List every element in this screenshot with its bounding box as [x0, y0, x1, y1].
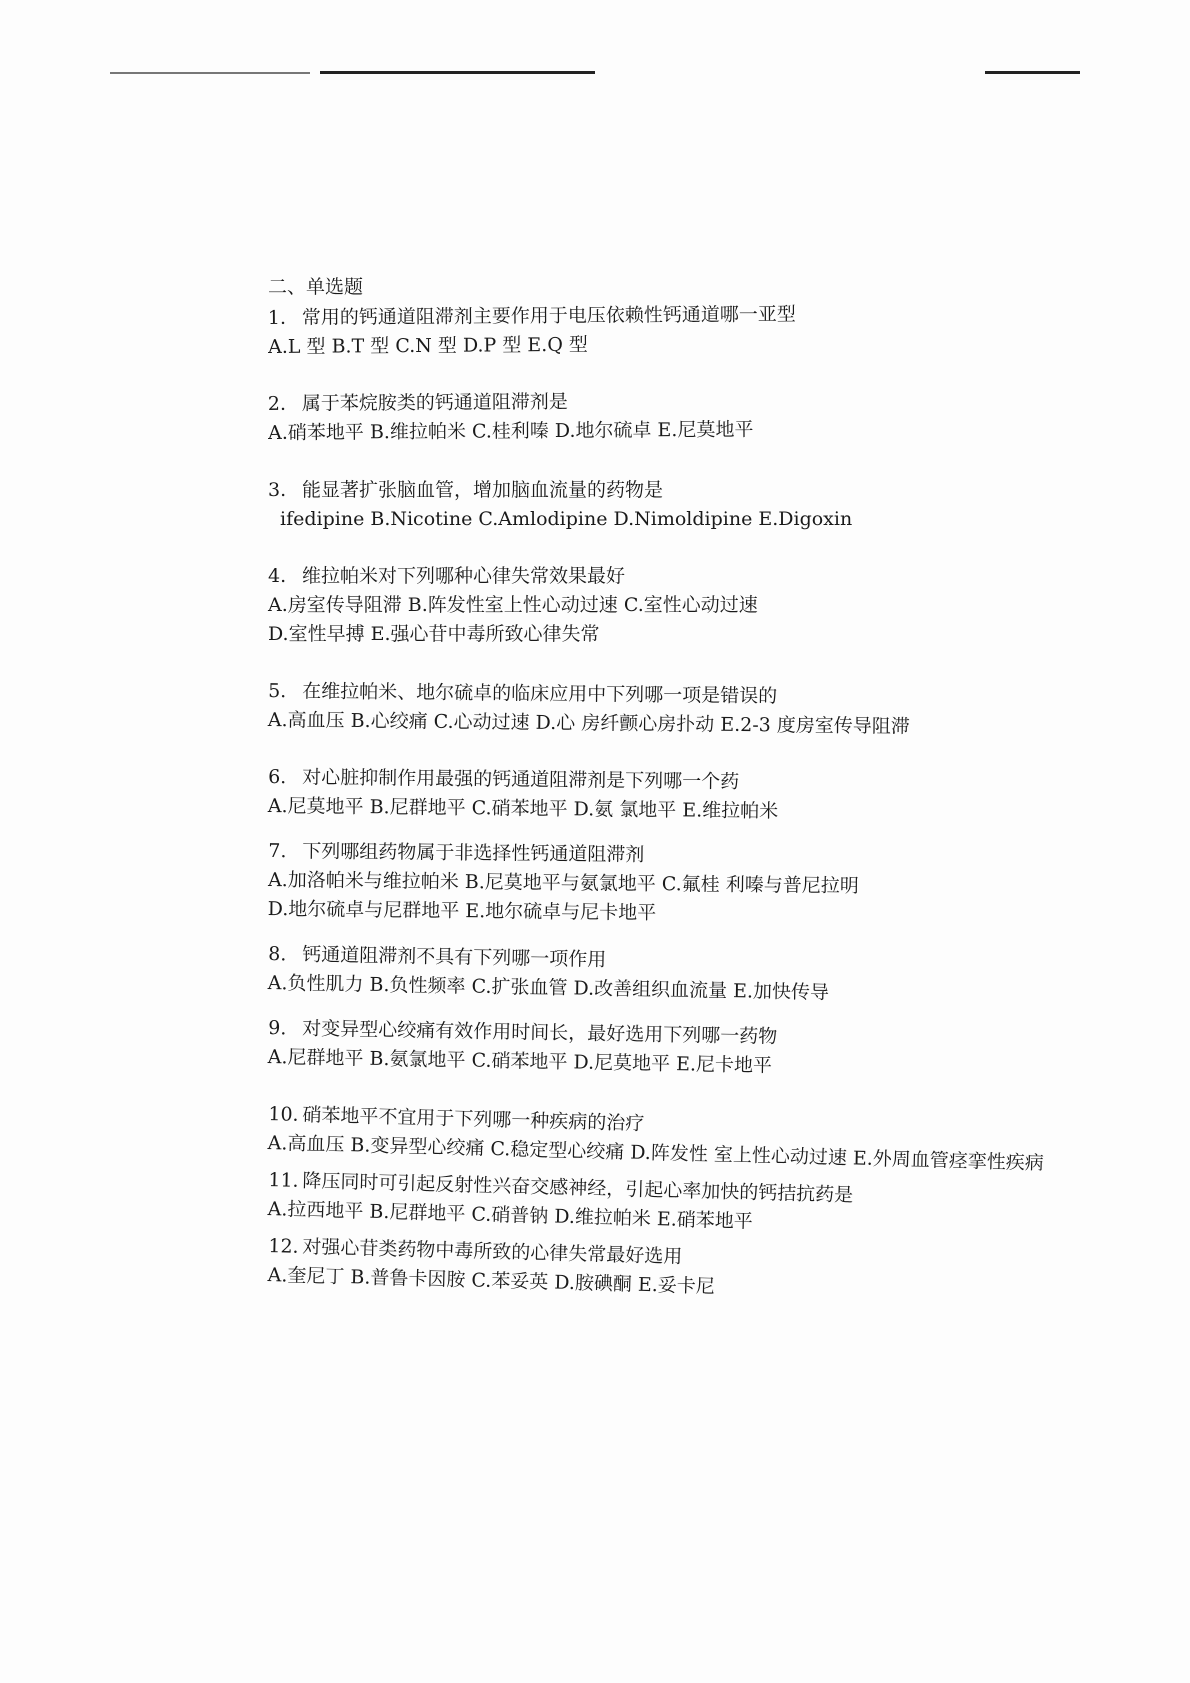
question-options: A.拉西地平 B.尼群地平 C.硝普钠 D.维拉帕米 E.硝苯地平	[267, 1197, 754, 1233]
question-options: A.房室传导阻滞 B.阵发性室上性心动过速 C.室性心动过速	[268, 594, 758, 616]
section-title: 二、单选题	[268, 276, 364, 298]
question-options: D.室性早搏 E.强心苷中毒所致心律失常	[268, 623, 600, 645]
question-stem: 对心脏抑制作用最强的钙通道阻滞剂是下列哪一个药	[302, 766, 740, 793]
question-2	[268, 384, 1068, 448]
question-number: 4.	[268, 565, 287, 587]
question-number: 2.	[267, 392, 287, 416]
question-stem: 常用的钙通道阻滞剂主要作用于电压依赖性钙通道哪一亚型	[301, 303, 796, 329]
question-8	[267, 940, 1068, 1012]
question-1	[268, 298, 1068, 362]
question-options: A.硝苯地平 B.维拉帕米 C.桂利嗪 D.地尔硫卓 E.尼莫地平	[268, 418, 754, 444]
top-rule-right	[985, 71, 1080, 74]
question-number: 9.	[268, 1017, 287, 1040]
question-number: 6.	[268, 766, 287, 789]
question-number: 8.	[268, 943, 287, 966]
question-number: 11.	[268, 1169, 299, 1192]
question-options: A.尼莫地平 B.尼群地平 C.硝苯地平 D.氨 氯地平 E.维拉帕米	[267, 794, 779, 823]
question-stem: 属于苯烷胺类的钙通道阻滞剂是	[301, 390, 568, 415]
question-options: A.加洛帕米与维拉帕米 B.尼莫地平与氨氯地平 C.氟桂 利嗪与普尼拉明	[267, 869, 859, 898]
question-number: 12.	[268, 1235, 299, 1258]
question-options: A.奎尼丁 B.普鲁卡因胺 C.苯妥英 D.胺碘酮 E.妥卡尼	[267, 1263, 716, 1298]
question-options: D.地尔硫卓与尼群地平 E.地尔硫卓与尼卡地平	[267, 897, 657, 925]
question-stem: 在维拉帕米、地尔硫卓的临床应用中下列哪一项是错误的	[302, 680, 778, 708]
question-number: 7.	[268, 840, 287, 863]
question-stem: 降压同时可引起反射性兴奋交感神经，引起心率加快的钙拮抗药是	[302, 1169, 854, 1207]
question-5	[268, 677, 1069, 743]
question-stem: 对变异型心绞痛有效作用时间长，最好选用下列哪一药物	[302, 1017, 778, 1048]
question-11	[267, 1166, 1068, 1245]
question-stem: 能显著扩张脑血管，增加脑血流量的药物是	[302, 479, 664, 501]
question-stem: 维拉帕米对下列哪种心律失常效果最好	[302, 565, 626, 587]
question-options: A.L 型 B.T 型 C.N 型 D.P 型 E.Q 型	[268, 333, 588, 358]
question-stem: 硝苯地平不宜用于下列哪一种疾病的治疗	[302, 1103, 645, 1135]
question-10	[267, 1100, 1068, 1179]
top-rule-middle	[320, 71, 595, 74]
question-6	[268, 763, 1069, 829]
question-stem: 钙通道阻滞剂不具有下列哪一项作用	[302, 943, 607, 971]
question-number: 1.	[267, 306, 287, 330]
question-9	[267, 1014, 1068, 1086]
question-3	[268, 476, 1068, 534]
question-number: 10.	[268, 1103, 299, 1126]
top-rule-left	[110, 72, 310, 74]
question-options: A.高血压 B.变异型心绞痛 C.稳定型心绞痛 D.阵发性 室上性心动过速 E.外周血管痉挛性疾病	[267, 1131, 1045, 1175]
question-options: A.高血压 B.心绞痛 C.心动过速 D.心 房纤颤心房扑动 E.2-3 度房室传导阻滞	[267, 708, 910, 738]
question-7	[268, 837, 1069, 932]
question-stem: 对强心苷类药物中毒所致的心律失常最好选用	[302, 1235, 683, 1268]
question-options: A.负性肌力 B.负性频率 C.扩张血管 D.改善组织血流量 E.加快传导	[267, 971, 830, 1004]
question-list	[268, 274, 1068, 1318]
question-12	[267, 1232, 1068, 1311]
question-stem: 下列哪组药物属于非选择性钙通道阻滞剂	[302, 840, 645, 866]
question-number: 5.	[268, 680, 287, 703]
question-number: 3.	[268, 479, 287, 501]
question-options: A.尼群地平 B.氨氯地平 C.硝苯地平 D.尼莫地平 E.尼卡地平	[267, 1045, 773, 1077]
question-4	[268, 562, 1068, 649]
question-options: ifedipine B.Nicotine C.Amlodipine D.Nimoldipine E.Digoxin	[280, 508, 853, 530]
